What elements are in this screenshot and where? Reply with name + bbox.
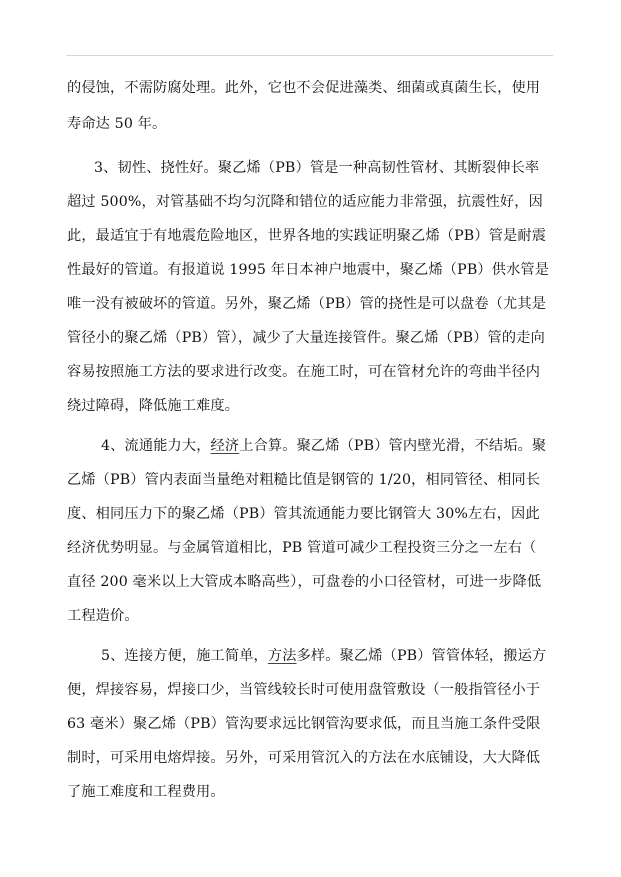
text-line: 性最好的管道。有报道说 1995 年日本神户地震中，聚乙烯（PB）供水管是: [67, 262, 550, 278]
text-line: 经济优势明显。与金属管道相比，PB 管道可减少工程投资三分之一左右（: [67, 540, 537, 556]
method-link[interactable]: 方法: [267, 648, 297, 664]
economy-link[interactable]: 经济: [210, 438, 240, 454]
text-segment: 4、流通能力大，: [101, 438, 211, 454]
text-line: 制时，可采用电熔焊接。另外，可采用管沉入的方法在水底铺设，大大降低: [67, 750, 541, 766]
text-line: 绕过障碍，降低施工难度。: [67, 398, 240, 414]
text-line: 63 毫米）聚乙烯（PB）管沟要求远比钢管沟要求低，而且当施工条件受限: [67, 716, 541, 732]
text-line: 此，最适宜于有地震危险地区，世界各地的实践证明聚乙烯（PB）管是耐震: [67, 228, 547, 244]
text-line: 管径小的聚乙烯（PB）管），减少了大量连接管件。聚乙烯（PB）管的走向: [67, 330, 545, 346]
paragraph-3-first-line: 3、韧性、挠性好。聚乙烯（PB）管是一种高韧性管材、其断裂伸长率: [94, 160, 540, 176]
paragraph-4-first-line: [101, 436, 562, 456]
text-segment: 5、连接方便，施工简单，: [101, 648, 268, 664]
text-line: 便，焊接容易，焊接口少，当管线较长时可使用盘管敷设（一般指管径小于: [67, 682, 541, 698]
text-line: 超过 500%，对管基础不均匀沉降和错位的适应能力非常强，抗震性好，因: [67, 194, 543, 210]
text-segment: 多样。聚乙烯（PB）管管体轻，搬运方: [296, 648, 547, 664]
text-line: 唯一没有被破坏的管道。另外，聚乙烯（PB）管的挠性是可以盘卷（尤其是: [67, 296, 547, 312]
text-line: 乙烯（PB）管内表面当量绝对粗糙比值是钢管的 1/20，相同管径、相同长: [67, 472, 541, 488]
text-line: 直径 200 毫米以上大管成本略高些），可盘卷的小口径管材，可进一步降低: [67, 574, 542, 590]
text-segment: 上合算。聚乙烯（PB）管内壁光滑，不结垢。聚: [239, 438, 547, 454]
text-line: 的侵蚀，不需防腐处理。此外，它也不会促进藻类、细菌或真菌生长，使用: [67, 80, 541, 96]
text-line: 寿命达 50 年。: [67, 116, 167, 132]
text-line: 度、相同压力下的聚乙烯（PB）管其流通能力要比钢管大 30%左右，因此: [67, 506, 540, 522]
text-line: 容易按照施工方法的要求进行改变。在施工时，可在管材允许的弯曲半径内: [67, 364, 541, 380]
text-line: 工程造价。: [67, 608, 139, 624]
header-divider: [66, 55, 553, 56]
paragraph-5-first-line: [101, 646, 562, 666]
text-line: 了施工难度和工程费用。: [67, 784, 225, 800]
